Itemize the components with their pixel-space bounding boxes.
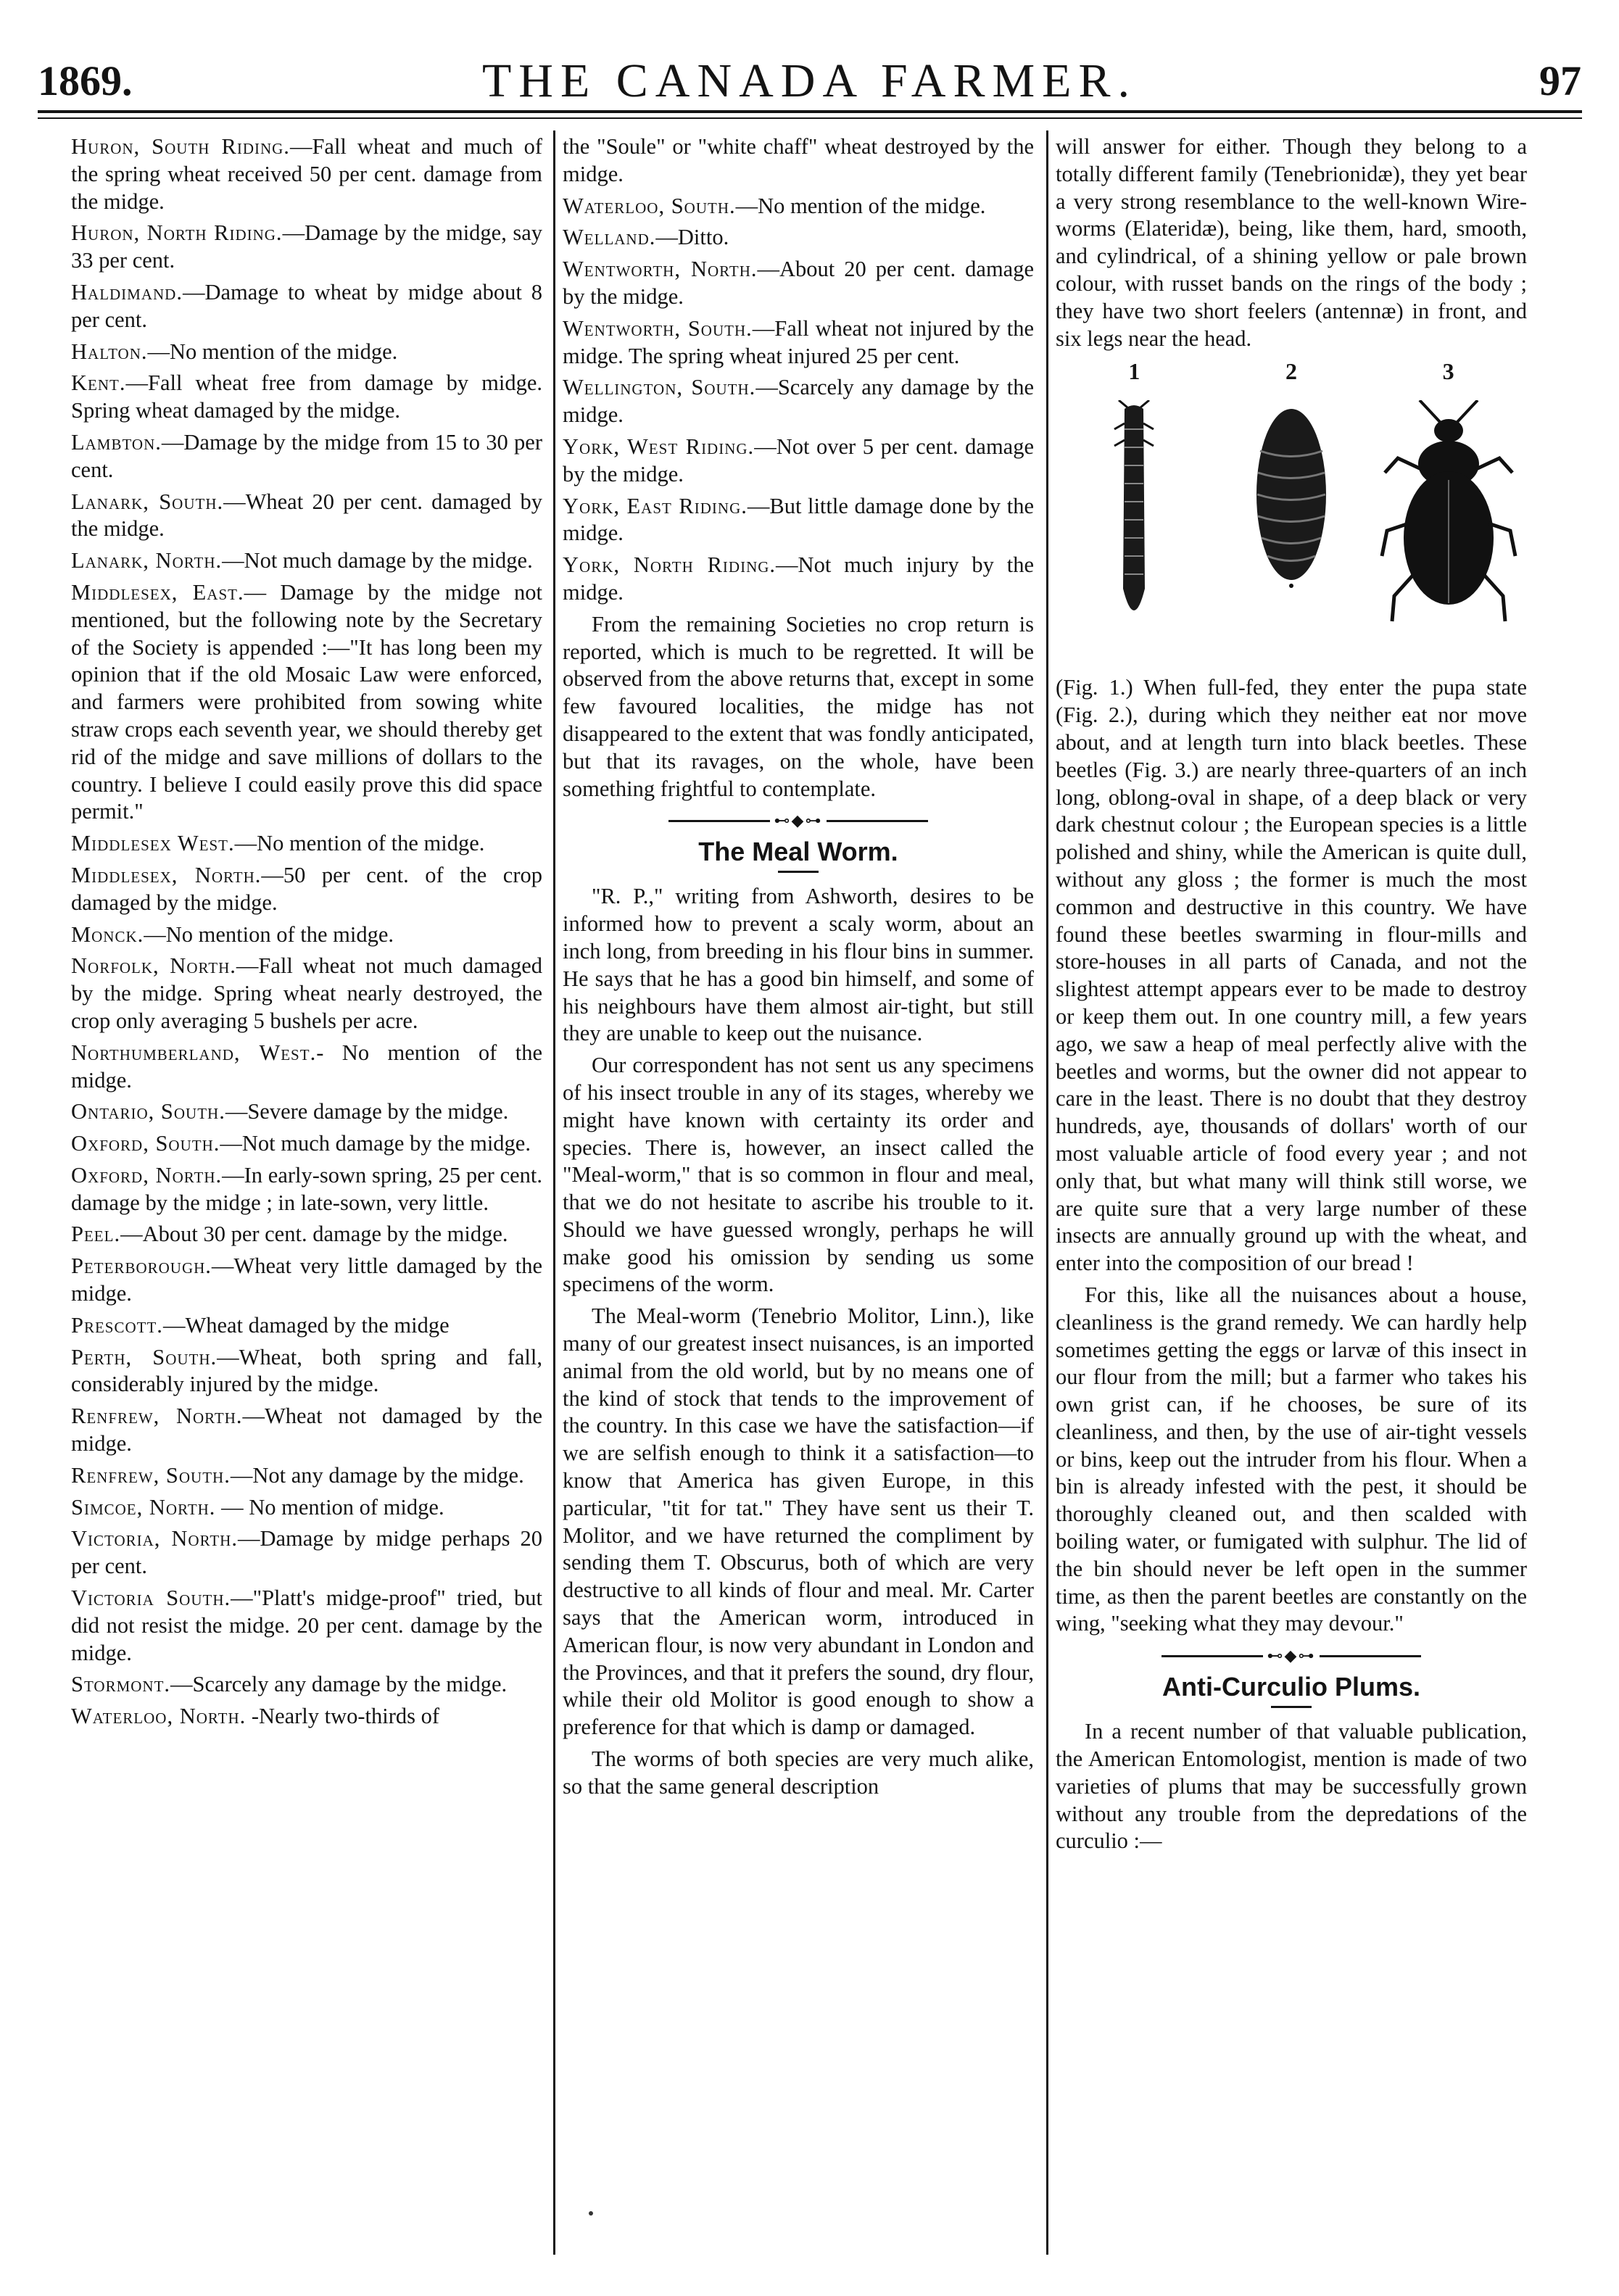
midge-report-entry <box>71 339 542 366</box>
county-name: Wentworth, North. <box>563 257 758 282</box>
midge-report-entry <box>71 1403 542 1458</box>
report-text: —Scarcely any damage by the midge. <box>170 1672 508 1697</box>
midge-report-entry <box>71 921 542 949</box>
midge-report-entry <box>563 224 1034 252</box>
header-rule-thin <box>38 117 1582 119</box>
county-name: Waterloo, North. <box>71 1704 247 1729</box>
article-paragraph: The Meal-worm (Tenebrio Molitor, Linn.), like many of our greatest insect nuisances, is an imported animal from the old world, but by no means one of the kind of stock that tends to the improvement of the country. In this case we have the satisfaction—if we are selfish enough to think it a satisfaction—to know that America has given Europe, in this particular, "tit for tat." They have sent us their T. Molitor, and we have returned the compliment by sending them T. Obscurus, both of which are very destructive to all kinds of flour and meal. Mr. Carter says that the American worm, introduced in American flour, is now very abundant in London and the Provinces, and that it prefers the sound, dry flour, while their old Molitor is good enough to show a preference for that which is damp or damaged. <box>563 1304 1034 1740</box>
midge-report-entry <box>71 830 542 858</box>
county-name: Victoria, North. <box>71 1526 238 1551</box>
county-name: Halton. <box>71 339 148 364</box>
report-text: —Not much damage by the midge. <box>220 1131 531 1156</box>
midge-report-entry <box>71 1671 542 1699</box>
midge-report-entry <box>563 315 1034 370</box>
report-text: —Not much injury by the midge. <box>563 552 1034 605</box>
county-name: Prescott. <box>71 1312 163 1338</box>
midge-report-entry <box>71 1585 542 1667</box>
county-name: York, West Riding. <box>563 434 755 459</box>
county-name: Kent. <box>71 370 126 396</box>
report-text: —Fall wheat not much damaged by the midge. Spring wheat nearly destroyed, the crop only averaging 5 bushels per acre. <box>71 953 542 1033</box>
ornament-icon: ⊷◆⊶ <box>1267 1646 1316 1665</box>
separator-rule <box>1320 1655 1421 1657</box>
heading-rule <box>1271 1706 1312 1708</box>
report-text: —Damage by midge perhaps 20 per cent. <box>71 1526 542 1579</box>
county-name: Peel. <box>71 1222 121 1247</box>
report-text: —50 per cent. of the crop damaged by the midge. <box>71 862 542 915</box>
county-name: Stormont. <box>71 1672 171 1697</box>
separator-rule <box>668 820 770 822</box>
county-name: Haldimand. <box>71 279 183 304</box>
county-name: Victoria South. <box>71 1586 231 1611</box>
report-continuation: the "Soule" or "white chaff" wheat destroyed by the midge. <box>563 134 1034 186</box>
midge-report-entry <box>563 493 1034 548</box>
county-name: York, East Riding. <box>563 493 748 518</box>
midge-report-entry <box>563 374 1034 429</box>
report-text: —No mention of the midge. <box>735 193 986 218</box>
figure-number: 1 <box>1128 358 1140 385</box>
report-text: —About 20 per cent. damage by the midge. <box>563 257 1034 309</box>
midge-report-entry <box>71 1494 542 1522</box>
midge-report-entry <box>71 1525 542 1580</box>
midge-report-entry <box>71 429 542 484</box>
midge-report-entry <box>71 133 542 215</box>
county-name: Oxford, North. <box>71 1162 223 1188</box>
report-text: —No mention of the midge. <box>144 921 394 947</box>
midge-report-entry <box>71 370 542 425</box>
article-paragraph: will answer for either. Though they belong to a totally different family (Tenebrionidæ), they yet bear a very strong resemblance to the well-known Wire-worms (Elateridæ), being, like them, hard, smooth, and cylindrical, of a shining yellow or pale brown colour, with russet bands on the rings of the body ; they have two short feelers (antennæ) in front, and six legs near the head. <box>1056 134 1527 351</box>
article-paragraph: For this, like all the nuisances about a house, cleanliness is the grand remedy. We can hardly help sometimes getting the eggs or larvæ of this insect in our flour from the mill; but a farmer who takes his own grist can, if he chooses, be sure of its cleanliness, and then, by the use of air-tight vessels or bins, keep out the intruder from his flour. When a bin is already infested with the pest, it should be thoroughly cleaned out, and then scalded with boiling water, or fumigated with sulphur. The lid of the bin should never be left open in the summer time, as then the parent beetles are constantly on the wing, "seeking what they may devour." <box>1056 1282 1527 1636</box>
report-text: —Wheat very little damaged by the midge. <box>71 1253 542 1306</box>
masthead-title: THE CANADA FARMER. <box>481 54 1137 107</box>
midge-report-entry <box>71 547 542 575</box>
figure-2 <box>1219 357 1364 589</box>
report-text: —In early-sown spring, 25 per cent. damage by the midge ; in late-sown, very little. <box>71 1162 542 1215</box>
report-text: — Damage by the midge not mentioned, but the following note by the Secretary of the Society is appended :—"It has long been my opinion that if the old Mosaic Law were enforced, and farmers were prohibited from sowing white straw crops each seventh year, we should thereby get rid of the midge and save millions of dollars to the country. I believe I could easily prove this did space permit." <box>71 579 542 824</box>
midge-report-list <box>71 133 542 1731</box>
county-name: Renfrew, North. <box>71 1404 243 1429</box>
section-separator <box>563 813 1034 829</box>
midge-report-entry <box>71 1162 542 1217</box>
figure-number: 2 <box>1285 358 1297 385</box>
closing-paragraph: From the remaining Societies no crop return is reported, which is much to be regretted. It will be observed from the above returns that, except in some few favoured localities, the midge has not disappeared to the extent that was fondly anticipated, but that its ravages, on the whole, have been something frightful to contemplate. <box>563 611 1034 801</box>
midge-report-entry <box>71 1703 542 1731</box>
separator-rule <box>1162 1655 1263 1657</box>
midge-report-entry <box>71 1344 542 1399</box>
report-text: —Wheat, both spring and fall, considerably injured by the midge. <box>71 1344 542 1397</box>
midge-report-entry <box>71 1221 542 1248</box>
midge-report-entry <box>71 220 542 275</box>
report-text: —Severe damage by the midge. <box>225 1099 509 1124</box>
report-text: —Wheat not damaged by the midge. <box>71 1404 542 1456</box>
ornament-icon: ⊷◆⊶ <box>774 811 823 830</box>
report-text: —Ditto. <box>655 225 729 250</box>
report-text: —Fall wheat and much of the spring wheat received 50 per cent. damage from the midge. <box>71 134 542 214</box>
report-text: —Fall wheat not injured by the midge. The spring wheat injured 25 per cent. <box>563 315 1034 368</box>
county-name: Middlesex, East. <box>71 579 244 605</box>
midge-report-entry <box>71 279 542 334</box>
report-text: -Nearly two-thirds of <box>246 1704 440 1729</box>
county-name: Renfrew, South. <box>71 1462 231 1488</box>
county-name: Huron, North Riding. <box>71 220 283 246</box>
figure-3 <box>1376 357 1521 632</box>
report-text: —Damage by the midge from 15 to 30 per cent. <box>71 429 542 482</box>
column-divider <box>553 130 555 2255</box>
midge-report-list <box>563 193 1034 607</box>
county-name: Norfolk, North. <box>71 953 236 979</box>
header-rule <box>38 110 1582 113</box>
county-name: Ontario, South. <box>71 1099 225 1124</box>
beetle-icon <box>1376 400 1521 632</box>
midge-report-entry <box>71 1130 542 1158</box>
report-text: — No mention of midge. <box>215 1494 444 1520</box>
midge-report-entry <box>563 434 1034 489</box>
midge-report-entry <box>71 862 542 917</box>
report-text: —Not much damage by the midge. <box>222 548 533 573</box>
report-text: —Wheat damaged by the midge <box>162 1312 450 1338</box>
report-text: —"Platt's midge-proof" tried, but did not resist the midge. 20 per cent. damage by the midge. <box>71 1586 542 1665</box>
column-2 <box>563 133 1034 2250</box>
county-name: Lanark, North. <box>71 548 223 573</box>
page-number: 97 <box>1539 57 1581 104</box>
county-name: Wentworth, South. <box>563 315 753 341</box>
issue-year: 1869. <box>38 57 133 104</box>
report-text: —No mention of the midge. <box>234 831 485 856</box>
county-name: Lanark, South. <box>71 489 224 514</box>
county-name: Wellington, South. <box>563 375 756 400</box>
report-text: —Not any damage by the midge. <box>230 1462 524 1488</box>
midge-report-entry <box>563 552 1034 607</box>
pupa-icon <box>1251 400 1331 589</box>
report-text: - No mention of the midge. <box>71 1040 542 1093</box>
figure-1 <box>1061 357 1206 632</box>
county-name: Peterborough. <box>71 1253 212 1279</box>
report-text: —About 30 per cent. damage by the midge. <box>120 1222 508 1247</box>
report-text: —Damage by the midge, say 33 per cent. <box>71 220 542 273</box>
county-name: Welland. <box>563 225 656 250</box>
county-name: Middlesex, North. <box>71 862 262 887</box>
report-text: —No mention of the midge. <box>147 339 398 364</box>
midge-report-entry <box>71 1312 542 1340</box>
county-name: Simcoe, North. <box>71 1494 216 1520</box>
print-speck <box>589 2211 593 2216</box>
midge-report-entry <box>563 256 1034 311</box>
midge-report-entry <box>71 1040 542 1095</box>
column-3 <box>1056 133 1527 2250</box>
article-paragraph: The worms of both species are very much alike, so that the same general description <box>563 1746 1034 1799</box>
article-paragraph: "R. P.," writing from Ashworth, desires to be informed how to prevent a scaly worm, about an inch long, from breeding in his flour bins in summer. He says that he has a good bin himself, and some of his neighbours have them almost air-tight, but still they are unable to keep out the nuisance. <box>563 884 1034 1046</box>
midge-report-entry <box>71 1462 542 1490</box>
section-separator <box>1056 1648 1527 1664</box>
county-name: Oxford, South. <box>71 1131 220 1156</box>
article-heading-curculio: Anti-Curculio Plums. <box>1162 1672 1420 1702</box>
midge-report-entry <box>71 953 542 1035</box>
report-text: —But little damage done by the midge. <box>563 493 1034 546</box>
county-name: Middlesex West. <box>71 831 235 856</box>
county-name: Northumberland, West. <box>71 1040 317 1065</box>
midge-report-entry <box>71 579 542 826</box>
heading-rule <box>778 871 819 873</box>
larva-icon <box>1109 400 1159 632</box>
column-divider <box>1046 130 1048 2255</box>
separator-rule <box>827 820 928 822</box>
column-1 <box>71 133 542 2250</box>
report-text: —Not over 5 per cent. damage by the midge. <box>563 434 1034 486</box>
county-name: Lambton. <box>71 429 162 455</box>
report-text: —Damage to wheat by midge about 8 per cent. <box>71 279 542 332</box>
report-text: —Wheat 20 per cent. damaged by the midge. <box>71 489 542 542</box>
article-paragraph: Our correspondent has not sent us any specimens of his insect trouble in any of its stages, whereby we might have known with certainty its order and species. There is, however, an insect called the "Meal-worm," that is so common in flour and meal, that we do not hesitate to ascribe his trouble to it. Should we have guessed wrongly, perhaps he will make good his omission by sending us some specimens of the worm. <box>563 1053 1034 1297</box>
article-paragraph: In a recent number of that valuable publication, the American Entomologist, mention is made of two varieties of plums that may be successfully grown without any trouble from the depredations of the curculio :— <box>1056 1719 1527 1854</box>
report-text: —Scarcely any damage by the midge. <box>563 375 1034 428</box>
article-paragraph: (Fig. 1.) When full-fed, they enter the pupa state (Fig. 2.), during which they neither eat nor move about, and at length turn into black beetles. These beetles (Fig. 3.) are nearly three-quarters of an inch long, oblong-oval in shape, of a deep black or very dark chestnut colour ; the European species is a little polished and shiny, while the American is quite dull, without any gloss ; the former is much the most common and destructive in this country. We have found these beetles swarming in flour-mills and store-houses in all parts of Canada, and not the slightest attempt appears ever to be made to destroy or keep them out. In one country mill, a few years ago, we saw a heap of meal perfectly alive with the beetles and worms, but the owner did not appear to care in the least. There is no doubt that they destroy hundreds, aye, thousands of dollars' worth of our most valuable article of food every year ; and not only that, but what many will think still worse, we are quite sure that a very large number of these insects are annually ground up with the wheat, and enter into the composition of our bread ! <box>1056 675 1527 1276</box>
figure-number: 3 <box>1442 358 1454 385</box>
county-name: Waterloo, South. <box>563 193 736 218</box>
midge-report-entry <box>71 489 542 544</box>
county-name: Perth, South. <box>71 1344 218 1369</box>
midge-report-entry <box>71 1253 542 1308</box>
county-name: York, North Riding. <box>563 552 777 578</box>
county-name: Monck. <box>71 921 144 947</box>
midge-report-entry <box>71 1098 542 1126</box>
county-name: Huron, South Riding. <box>71 134 290 159</box>
article-heading-meal-worm: The Meal Worm. <box>698 837 898 867</box>
figure-engravings <box>1056 357 1527 668</box>
report-text: —Fall wheat free from damage by midge. Spring wheat damaged by the midge. <box>71 370 542 423</box>
midge-report-entry <box>563 193 1034 220</box>
